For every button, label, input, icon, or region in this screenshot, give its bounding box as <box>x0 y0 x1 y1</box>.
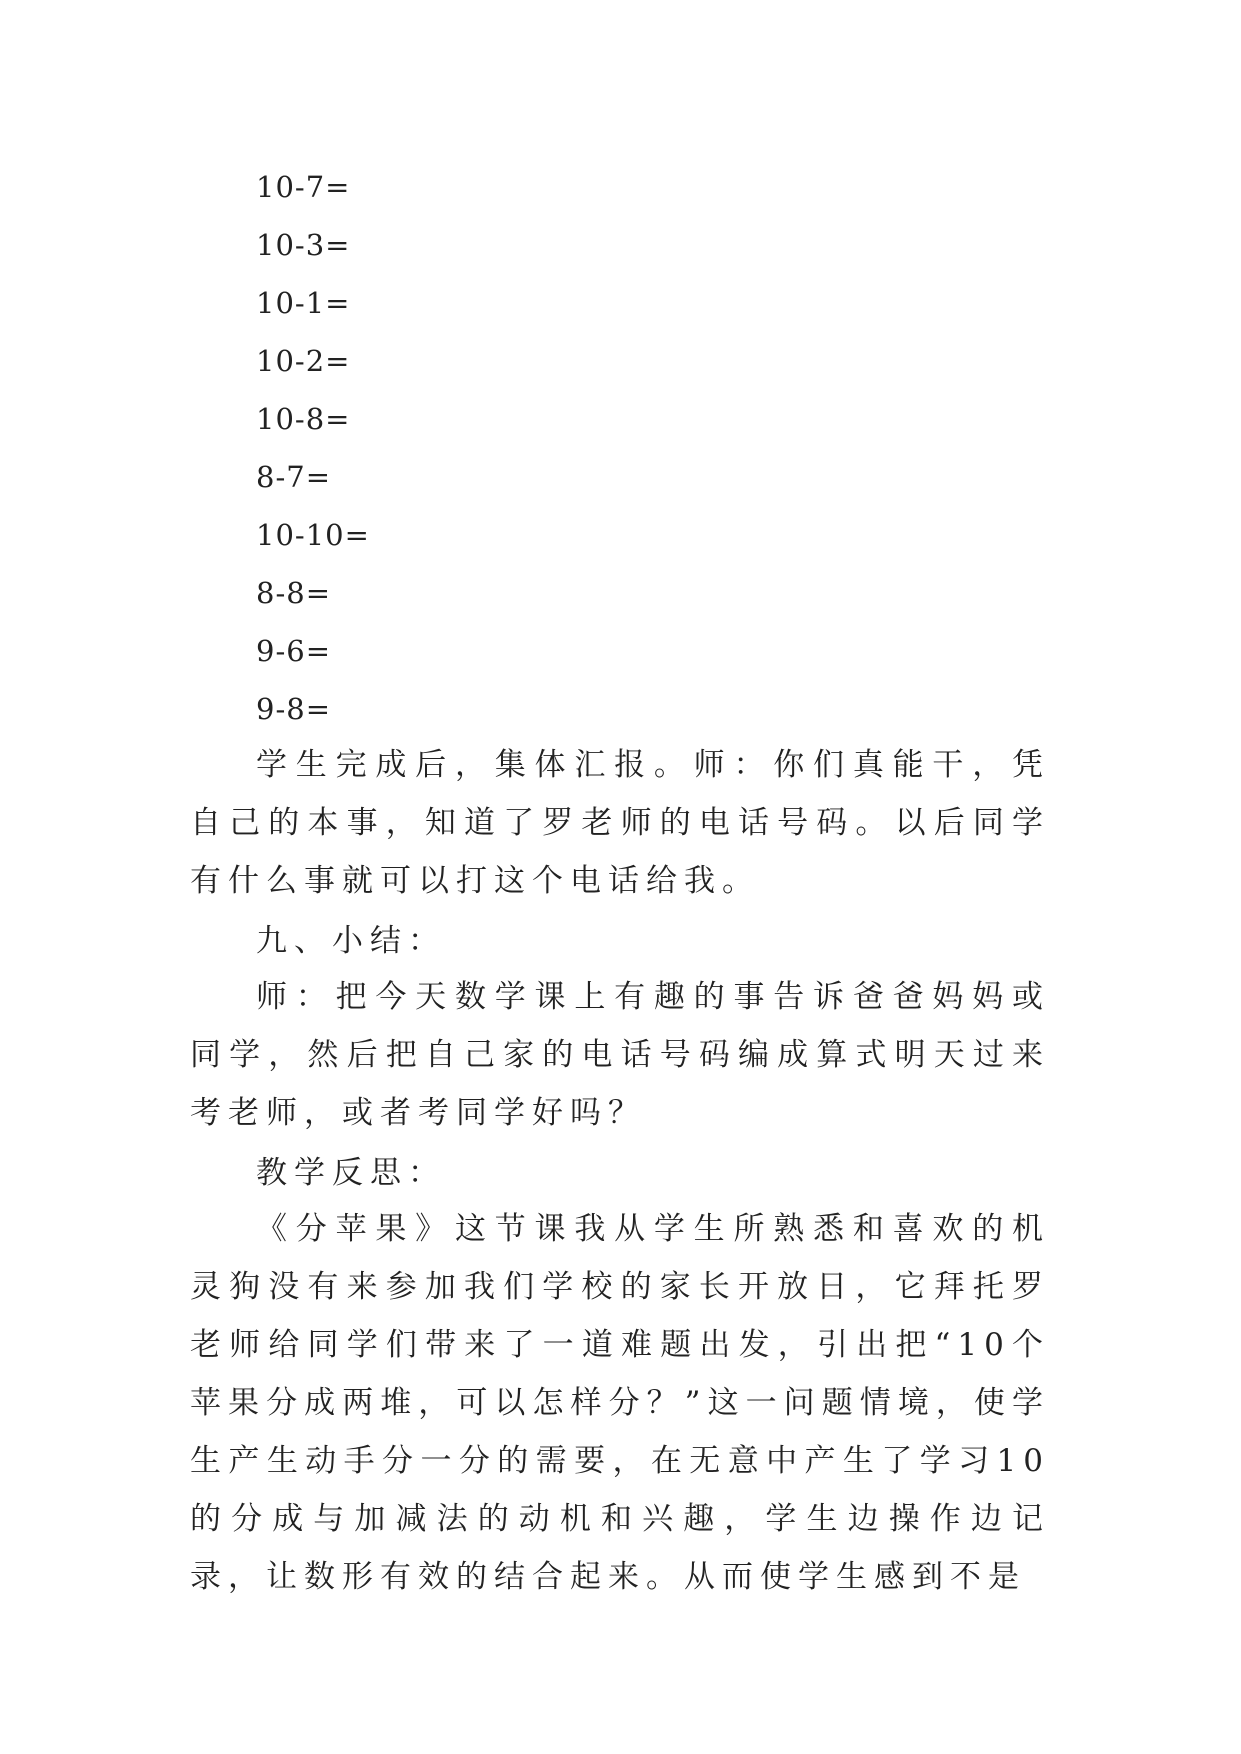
summary-heading: 九、小结： <box>256 923 446 959</box>
equation-line: 9-6= <box>256 634 331 668</box>
equation-line: 10-10= <box>256 518 370 552</box>
equation-line: 10-8= <box>256 402 351 436</box>
summary-paragraph: 师：把今天数学课上有趣的事告诉爸爸妈妈或同学，然后把自己家的电话号码编成算式明天过来考老师，或者考同学好吗？ <box>190 979 1050 1131</box>
reflection-paragraph: 《分苹果》这节课我从学生所熟悉和喜欢的机灵狗没有来参加我们学校的家长开放日，它拜托罗老师给同学们带来了一道难题出发，引出把“10个苹果分成两堆，可以怎样分？”这一问题情境，使学生产生动手分一分的需要，在无意中产生了学习10的分成与加减法的动机和兴趣，学生边操作边记录，让数形有效的结合起来。从而使学生感到不是 <box>190 1211 1050 1595</box>
equation-line: 10-3= <box>256 228 351 262</box>
equation-line: 8-8= <box>256 576 331 610</box>
equation-line: 10-2= <box>256 344 351 378</box>
report-paragraph: 学生完成后，集体汇报。师：你们真能干，凭自己的本事，知道了罗老师的电话号码。以后同学有什么事就可以打这个电话给我。 <box>190 747 1050 899</box>
equation-line: 9-8= <box>256 692 331 726</box>
equation-line: 10-7= <box>256 170 351 204</box>
equation-line: 10-1= <box>256 286 351 320</box>
reflection-heading: 教学反思： <box>256 1155 446 1191</box>
equation-line: 8-7= <box>256 460 331 494</box>
